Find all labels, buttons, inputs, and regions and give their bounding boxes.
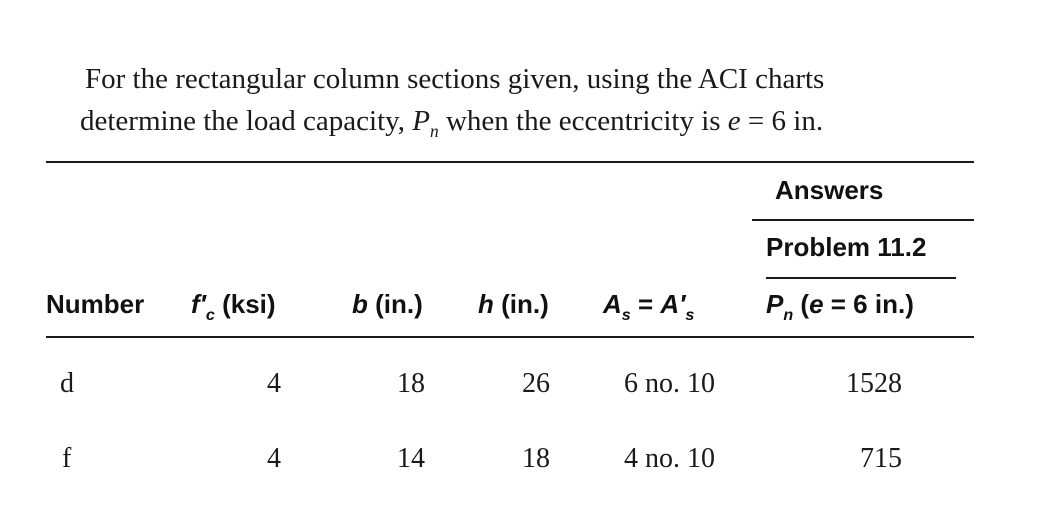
table-row-d-fc: 4 xyxy=(267,368,281,399)
answers-rule xyxy=(752,219,974,221)
table-row-d-h: 26 xyxy=(522,368,550,399)
problem-rule xyxy=(766,277,956,279)
table-row-d-as: 6 no. 10 xyxy=(624,368,715,399)
header-bottom-rule xyxy=(46,336,974,338)
table-row-d-b: 18 xyxy=(397,368,425,399)
table-row-d-number: d xyxy=(60,368,74,399)
table-row-f-fc: 4 xyxy=(267,443,281,474)
e-symbol: e xyxy=(727,105,741,137)
col-header-fc: $f'_c$ (ksi) xyxy=(191,289,276,325)
pn-symbol: $P_n$ xyxy=(412,105,439,141)
problem-line-2-middle: when the eccentricity is xyxy=(438,105,728,137)
table-top-rule xyxy=(46,161,974,163)
answers-heading: Answers xyxy=(775,175,884,205)
table-row-f-number: f xyxy=(62,443,72,474)
problem-line-1: For the rectangular column sections given, using the ACI charts xyxy=(85,63,825,95)
problem-line-2-end: = 6 in. xyxy=(740,105,824,137)
col-header-number: Number xyxy=(46,289,145,319)
col-header-as: $A_s = A'_s$ xyxy=(603,289,695,325)
problem-number-heading: Problem 11.2 xyxy=(766,232,927,262)
table-row-f-h: 18 xyxy=(522,443,550,474)
table-row-d-pn: 1528 xyxy=(846,368,902,399)
table-row-f-b: 14 xyxy=(397,443,425,474)
table-row-f-as: 4 no. 10 xyxy=(624,443,715,474)
col-header-pn: $P_n$ (e = 6 in.) xyxy=(766,289,914,325)
col-header-b: b (in.) xyxy=(352,289,423,319)
table-row-f-pn: 715 xyxy=(860,443,902,474)
problem-line-2-start: determine the load capacity, xyxy=(80,105,413,137)
problem-line-2 xyxy=(80,100,980,145)
problem-statement xyxy=(80,58,980,145)
col-header-h: h (in.) xyxy=(478,289,549,319)
